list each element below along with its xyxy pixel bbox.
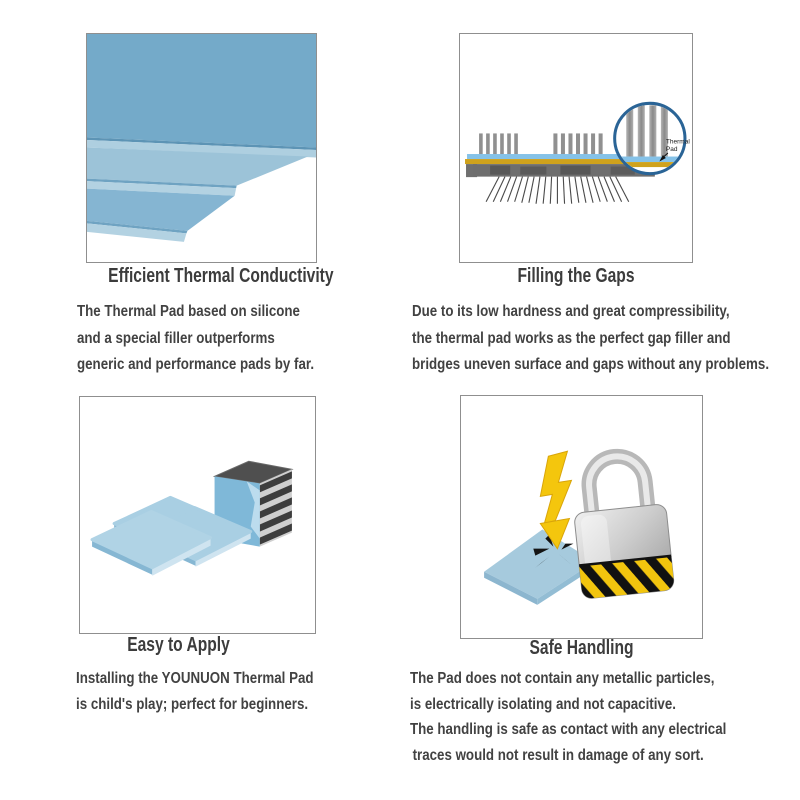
text-line: bridges uneven surface and gaps without any problems.	[412, 356, 770, 373]
text-line: generic and performance pads by far.	[77, 356, 315, 373]
text-line: and a special filler outperforms	[77, 329, 275, 347]
heatsink-gap-filler-image	[459, 33, 693, 263]
text-line: The Pad does not contain any metallic particles,	[410, 670, 715, 687]
heatsink-cross-section-icon	[460, 34, 692, 262]
feature-title-efficient-thermal-conductivity: Efficient Thermal Conductivity	[108, 265, 334, 287]
stacked-thermal-pads-icon	[87, 34, 316, 262]
text-line: is child's play; perfect for beginners.	[76, 695, 309, 713]
text-line: is electrically isolating and not capacitive.	[410, 695, 676, 713]
padlock-lightning-icon	[461, 396, 702, 638]
thermal-pads-stack-image	[86, 33, 317, 263]
feature-title-easy-to-apply: Easy to Apply	[127, 634, 230, 656]
text-line: Installing the YOUNUON Thermal Pad	[76, 670, 314, 687]
text-line: Due to its low hardness and great compressibility,	[412, 303, 730, 320]
text-line: the thermal pad works as the perfect gap filler and	[412, 329, 731, 347]
inset-label-line1: Thermal	[665, 138, 690, 146]
pads-and-heatsink-icon	[80, 397, 315, 633]
text-line: The handling is safe as contact with any electrical	[410, 721, 727, 738]
safe-handling-image	[460, 395, 703, 639]
feature-text-efficient-thermal-conductivity	[77, 299, 314, 379]
easy-apply-image	[79, 396, 316, 634]
feature-title-filling-the-gaps: Filling the Gaps	[517, 265, 635, 287]
feature-title-safe-handling: Safe Handling	[529, 637, 634, 659]
text-line: traces would not result in damage of any sort.	[412, 746, 704, 764]
feature-text-safe-handling	[410, 666, 726, 768]
inset-label-line2: Pad	[665, 146, 678, 154]
feature-text-easy-to-apply	[76, 666, 314, 717]
feature-text-filling-the-gaps	[412, 299, 769, 379]
text-line: The Thermal Pad based on silicone	[77, 303, 300, 320]
